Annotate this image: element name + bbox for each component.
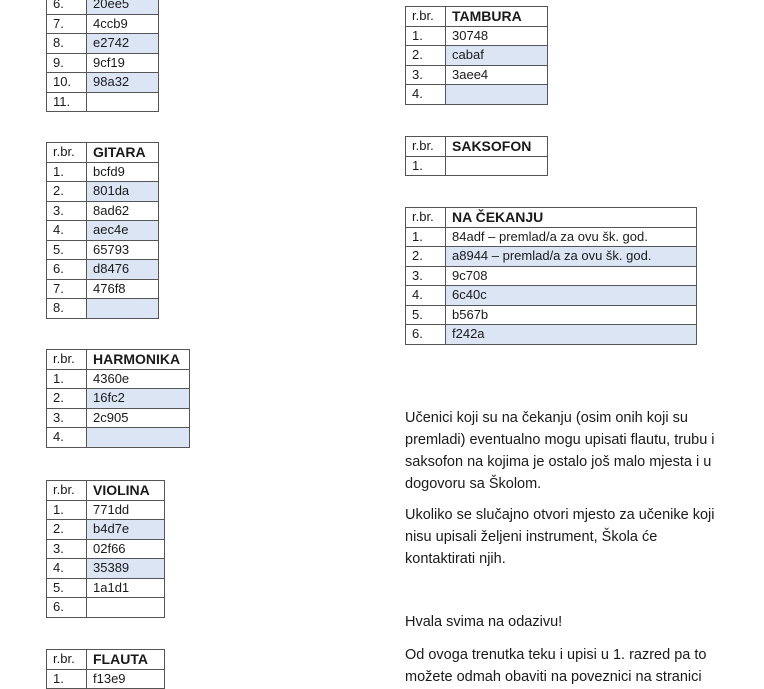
table-header-row	[47, 650, 165, 670]
row-number: 4.	[406, 85, 446, 105]
table-row	[47, 539, 165, 559]
student-code: f242a	[446, 325, 697, 345]
table-header-row	[47, 143, 159, 163]
row-number: 4.	[47, 221, 87, 241]
table-saksofon	[405, 136, 548, 176]
table-title: NA ČEKANJU	[446, 208, 697, 228]
student-code: cabaf	[446, 46, 548, 66]
table-row	[47, 14, 159, 34]
row-number: 3.	[47, 201, 87, 221]
table-title: FLAUTA	[87, 650, 165, 670]
row-number: 1.	[406, 227, 446, 247]
student-code: bcfd9	[87, 162, 159, 182]
student-code: b4d7e	[87, 520, 165, 540]
row-number: 11.	[47, 92, 87, 112]
enrollment-note: Od ovoga trenutka teku i upisi u 1. razred pa to možete odmah obaviti na poveznici na stranici	[405, 647, 707, 685]
table-flauta	[46, 649, 165, 689]
table-row	[406, 325, 697, 345]
row-number: 2.	[47, 520, 87, 540]
table-row	[47, 221, 159, 241]
row-number: 4.	[406, 286, 446, 306]
row-number: 1.	[47, 162, 87, 182]
row-number: 6.	[47, 598, 87, 618]
row-number: 3.	[406, 266, 446, 286]
row-number: 5.	[47, 240, 87, 260]
row-number: 3.	[47, 539, 87, 559]
table-row	[47, 369, 190, 389]
student-code	[87, 92, 159, 112]
table-header-row	[406, 208, 697, 228]
student-code	[87, 299, 159, 319]
table-header-row	[47, 481, 165, 501]
rbr-header: r.br.	[406, 137, 446, 157]
row-number: 1.	[47, 669, 87, 689]
table-title: SAKSOFON	[446, 137, 548, 157]
table-row	[47, 201, 159, 221]
rbr-header: r.br.	[406, 208, 446, 228]
table-row	[406, 65, 548, 85]
rbr-header: r.br.	[406, 7, 446, 27]
student-code: d8476	[87, 260, 159, 280]
table-row	[47, 0, 159, 14]
row-number: 7.	[47, 279, 87, 299]
contact-note: Ukoliko se slučajno otvori mjesto za učenike koji nisu upisali željeni instrument, Škola će kontaktirati njih.	[405, 507, 715, 567]
table-row	[47, 34, 159, 54]
row-number: 1.	[47, 369, 87, 389]
rbr-header: r.br.	[47, 143, 87, 163]
student-code: e2742	[87, 34, 159, 54]
student-code: 6c40c	[446, 286, 697, 306]
table-row	[47, 279, 159, 299]
student-code: 771dd	[87, 500, 165, 520]
row-number: 8.	[47, 299, 87, 319]
student-code	[446, 156, 548, 176]
table-violina	[46, 480, 165, 618]
row-number: 2.	[406, 46, 446, 66]
row-number: 2.	[406, 247, 446, 267]
table-row	[47, 559, 165, 579]
table-row	[406, 26, 548, 46]
table-row	[47, 520, 165, 540]
table-row	[47, 260, 159, 280]
student-code: 1a1d1	[87, 578, 165, 598]
table-header-row	[406, 137, 548, 157]
table-title: GITARA	[87, 143, 159, 163]
student-code: 2c905	[87, 408, 190, 428]
table-title: HARMONIKA	[87, 350, 190, 370]
row-number: 5.	[406, 305, 446, 325]
row-number: 8.	[47, 34, 87, 54]
table-row	[47, 299, 159, 319]
student-code: 02f66	[87, 539, 165, 559]
student-code: 8ad62	[87, 201, 159, 221]
table-harmonika	[46, 349, 190, 448]
table-row	[406, 85, 548, 105]
table-row	[47, 73, 159, 93]
table-row	[406, 247, 697, 267]
student-code: 9cf19	[87, 53, 159, 73]
table-row	[406, 227, 697, 247]
student-code	[87, 428, 190, 448]
table-row	[47, 182, 159, 202]
table-row	[47, 162, 159, 182]
row-number: 7.	[47, 14, 87, 34]
table-row	[47, 500, 165, 520]
waiting-list-note: Učenici koji su na čekanju (osim onih koji su premladi) eventualno mogu upisati flautu, trubu i saksofon na kojima je ostalo još malo mjesta i u dogovoru sa Školom.	[405, 410, 715, 492]
table-row	[47, 92, 159, 112]
table-tambura	[405, 6, 548, 105]
table-row	[406, 286, 697, 306]
student-code: 20ee5	[87, 0, 159, 14]
student-code: a8944 – premlad/a za ovu šk. god.	[446, 247, 697, 267]
row-number: 3.	[406, 65, 446, 85]
student-code: 801da	[87, 182, 159, 202]
table-row	[47, 408, 190, 428]
row-number: 1.	[406, 26, 446, 46]
rbr-header: r.br.	[47, 350, 87, 370]
student-code: 4ccb9	[87, 14, 159, 34]
table-continued	[46, 0, 159, 112]
table-row	[47, 669, 165, 689]
thanks-note: Hvala svima na odazivu!	[405, 614, 563, 630]
row-number: 9.	[47, 53, 87, 73]
table-row	[406, 46, 548, 66]
row-number: 6.	[47, 0, 87, 14]
table-row	[406, 305, 697, 325]
table-row	[406, 156, 548, 176]
student-code: 476f8	[87, 279, 159, 299]
table-row	[47, 598, 165, 618]
row-number: 6.	[47, 260, 87, 280]
student-code: 16fc2	[87, 389, 190, 409]
row-number: 4.	[47, 428, 87, 448]
table-row	[47, 53, 159, 73]
rbr-header: r.br.	[47, 650, 87, 670]
row-number: 1.	[406, 156, 446, 176]
table-header-row	[406, 7, 548, 27]
row-number: 10.	[47, 73, 87, 93]
student-code: 65793	[87, 240, 159, 260]
table-gitara	[46, 142, 159, 319]
student-code: 84adf – premlad/a za ovu šk. god.	[446, 227, 697, 247]
student-code: 4360e	[87, 369, 190, 389]
table-row	[47, 389, 190, 409]
row-number: 6.	[406, 325, 446, 345]
rbr-header: r.br.	[47, 481, 87, 501]
table-row	[406, 266, 697, 286]
table-row	[47, 578, 165, 598]
table-header-row	[47, 350, 190, 370]
row-number: 2.	[47, 389, 87, 409]
row-number: 2.	[47, 182, 87, 202]
student-code: 30748	[446, 26, 548, 46]
table-row	[47, 428, 190, 448]
student-code: f13e9	[87, 669, 165, 689]
table-title: VIOLINA	[87, 481, 165, 501]
row-number: 3.	[47, 408, 87, 428]
student-code	[446, 85, 548, 105]
student-code: 3aee4	[446, 65, 548, 85]
row-number: 4.	[47, 559, 87, 579]
row-number: 1.	[47, 500, 87, 520]
student-code	[87, 598, 165, 618]
student-code: 9c708	[446, 266, 697, 286]
student-code: aec4e	[87, 221, 159, 241]
table-na-cekanju	[405, 207, 697, 345]
table-title: TAMBURA	[446, 7, 548, 27]
table-row	[47, 240, 159, 260]
row-number: 5.	[47, 578, 87, 598]
student-code: 35389	[87, 559, 165, 579]
student-code: 98a32	[87, 73, 159, 93]
student-code: b567b	[446, 305, 697, 325]
